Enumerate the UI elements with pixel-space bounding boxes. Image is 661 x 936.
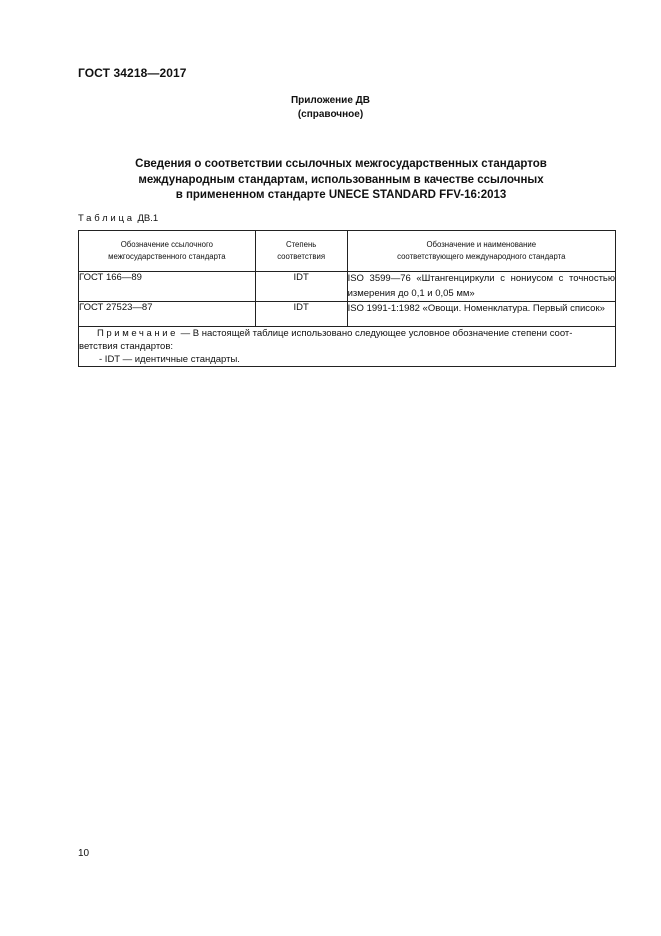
reference-table	[78, 230, 616, 367]
annex-type: (справочное)	[297, 109, 364, 120]
header-text: соответствия	[277, 252, 326, 261]
cell-standard-code: ГОСТ 166—89	[79, 272, 256, 302]
header-text: межгосударственного стандарта	[108, 252, 226, 261]
cell-degree: IDT	[255, 272, 347, 302]
header-text: Обозначение ссылочного	[120, 240, 213, 249]
table-header-row	[79, 231, 616, 272]
note-text: — В настоящей таблице использовано следующее условное обозначение степени соот-	[178, 328, 573, 339]
header-text: соответствующего международного стандарта	[397, 252, 566, 261]
header-cell-reference-standard	[79, 231, 256, 272]
header-cell-degree	[255, 231, 347, 272]
note-label: Примечание	[97, 328, 178, 339]
table-note	[79, 327, 616, 367]
annex-title: Приложение ДВ	[290, 95, 371, 106]
cell-standard-code: ГОСТ 27523—87	[79, 302, 256, 327]
table-caption-label: Таблица	[78, 213, 135, 224]
table-row	[79, 272, 616, 302]
note-line	[79, 327, 615, 340]
table-caption-number: ДВ.1	[137, 213, 159, 224]
note-line: - IDT — идентичные стандарты.	[99, 354, 240, 365]
annex-heading	[90, 157, 592, 204]
annex-heading-line: международным стандартам, использованным в качестве ссылочных	[138, 173, 544, 186]
table-note-row	[79, 327, 616, 367]
table-row	[79, 302, 616, 327]
note-line: ветствия стандартов:	[79, 341, 174, 352]
table-caption	[78, 213, 158, 224]
cell-degree: IDT	[255, 302, 347, 327]
header-text: Степень	[285, 240, 317, 249]
cell-international-standard: ISO 1991-1:1982 «Овощи. Номенклатура. Первый список»	[347, 302, 615, 327]
header-text: Обозначение и наименование	[426, 240, 537, 249]
annex-heading-line: в примененном стандарте UNECE STANDARD FFV-16:2013	[175, 189, 507, 201]
cell-international-standard: ISO 3599—76 «Штангенциркули с нониусом с точностью измерения до 0,1 и 0,05 мм»	[347, 272, 615, 302]
header-cell-international-standard	[347, 231, 615, 272]
annex-heading-line: Сведения о соответствии ссылочных межгосударственных стандартов	[135, 158, 547, 170]
page-number: 10	[78, 848, 90, 859]
document-code: ГОСТ 34218—2017	[78, 66, 187, 80]
